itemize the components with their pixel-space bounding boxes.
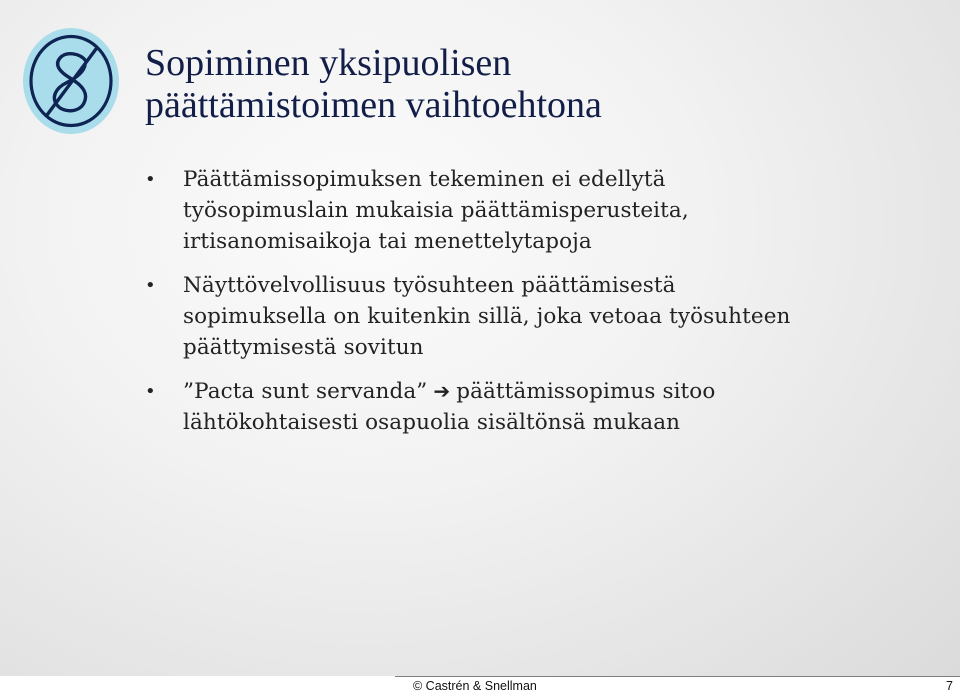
bullet-text-line: päättymisestä sovitun bbox=[183, 335, 424, 360]
bullet-text-line: Päättämissopimuksen tekeminen ei edellytä bbox=[183, 167, 666, 192]
bullet-dot-icon: • bbox=[145, 169, 156, 190]
bullet-text-line bbox=[183, 376, 945, 407]
bullet-list bbox=[145, 164, 945, 451]
slide-title-line: Sopiminen yksipuolisen bbox=[145, 42, 512, 84]
bullet-text-line: työsopimuslain mukaisia päättämisperusteita, bbox=[183, 198, 689, 223]
bullet-dot-icon: • bbox=[145, 381, 156, 402]
castren-snellman-logo-icon bbox=[22, 27, 120, 135]
right-arrow-icon: ➔ bbox=[433, 379, 451, 403]
bullet-item bbox=[145, 164, 945, 257]
bullet-text-line: lähtökohtaisesti osapuolia sisältönsä mukaan bbox=[183, 410, 681, 435]
bullet-item bbox=[145, 270, 945, 363]
bullet-text-line: Näyttövelvollisuus työsuhteen päättämisestä bbox=[183, 273, 676, 298]
slide-title bbox=[145, 42, 925, 126]
bullet-text-line: irtisanomisaikoja tai menettelytapoja bbox=[183, 229, 592, 254]
bullet-dot-icon: • bbox=[145, 275, 156, 296]
footer-divider bbox=[395, 676, 960, 677]
bullet-text-line: sopimuksella on kuitenkin sillä, joka vetoaa työsuhteen bbox=[183, 304, 791, 329]
slide-title-line: päättämistoimen vaihtoehtona bbox=[145, 84, 602, 126]
bullet-item bbox=[145, 376, 945, 438]
latin-phrase: ”Pacta sunt servanda” bbox=[183, 379, 428, 404]
footer-copyright: © Castrén & Snellman bbox=[413, 679, 537, 693]
page-number: 7 bbox=[946, 679, 953, 693]
bullet-text-segment: päättämissopimus sitoo bbox=[456, 379, 716, 404]
